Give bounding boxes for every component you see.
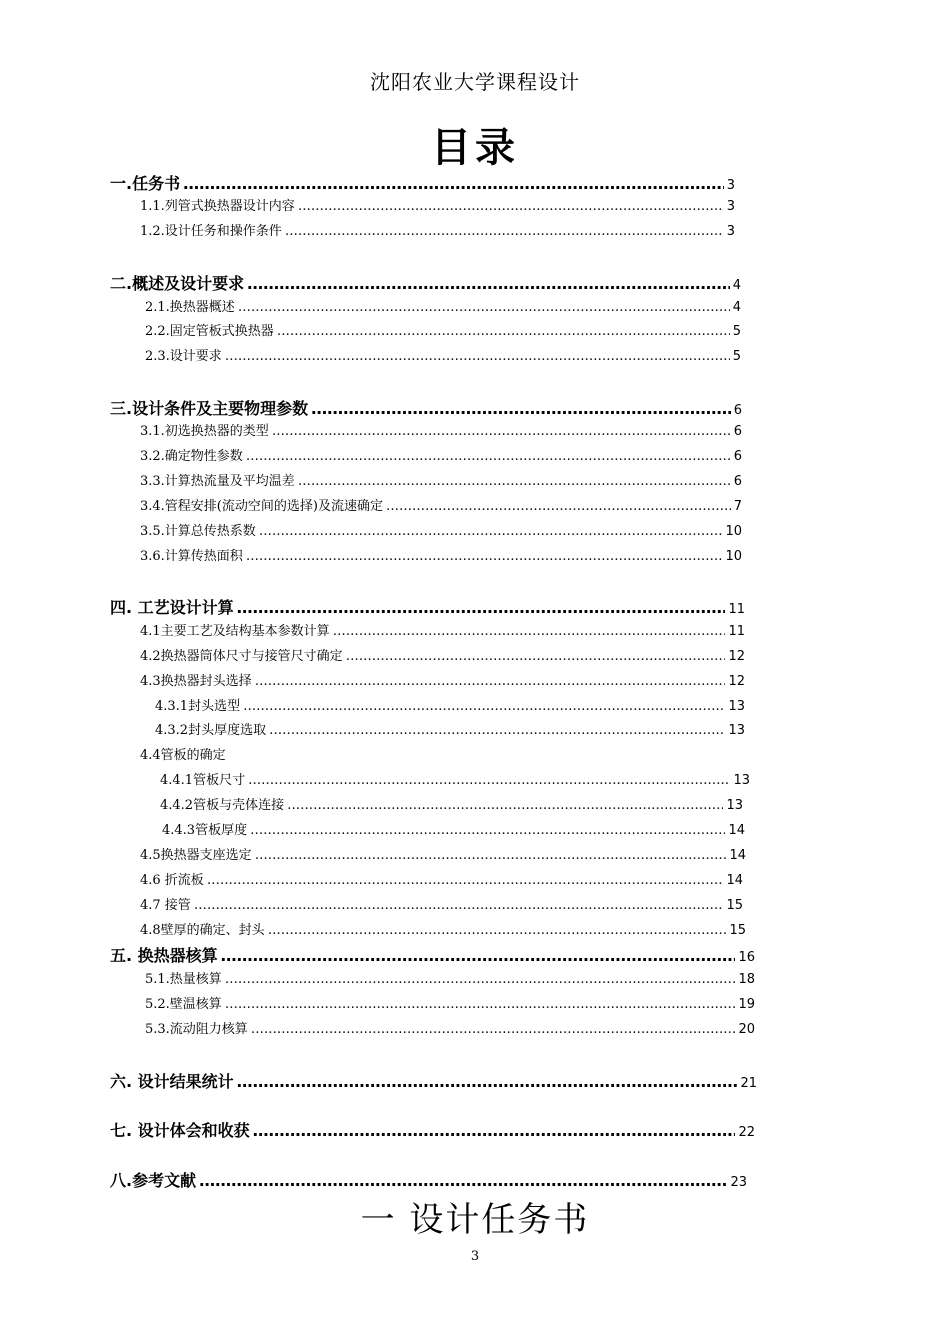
- toc-leader-dots: [237, 598, 726, 617]
- toc-entry-label: 四. 工艺设计计算: [110, 598, 234, 617]
- toc-leader-dots: [269, 723, 725, 738]
- toc-entry-label: 4.4.3管板厚度: [162, 823, 248, 838]
- toc-entry-page: 16: [738, 950, 755, 965]
- toc-entry[interactable]: [140, 445, 742, 464]
- toc-entry[interactable]: [160, 769, 750, 788]
- toc-entry[interactable]: [140, 220, 735, 239]
- toc-entry-label: 1.2.设计任务和操作条件: [140, 224, 282, 239]
- toc-entry[interactable]: [140, 645, 745, 664]
- toc-leader-dots: [246, 449, 731, 464]
- toc-entry[interactable]: [110, 1069, 757, 1092]
- toc-leader-dots: [243, 699, 725, 714]
- toc-entry-label: 二.概述及设计要求: [110, 274, 245, 293]
- toc-entry-page: 13: [728, 699, 745, 714]
- toc-leader-dots: [287, 798, 723, 813]
- toc-entry-page: 6: [733, 424, 742, 439]
- toc-entry-label: 5.1.热量核算: [145, 972, 222, 987]
- toc-entry[interactable]: [155, 719, 745, 738]
- toc-entry-page: 7: [733, 499, 742, 514]
- toc-entry[interactable]: [155, 695, 745, 714]
- toc-entry-label: 八.参考文献: [110, 1171, 197, 1190]
- toc-leader-dots: [285, 224, 724, 239]
- toc-entry-page: 12: [728, 674, 745, 689]
- toc-leader-dots: [311, 399, 731, 418]
- toc-entry-label: 4.4.2管板与壳体连接: [160, 798, 285, 813]
- toc-leader-dots: [250, 823, 725, 838]
- toc-leader-dots: [221, 946, 736, 965]
- toc-entry-page: 13: [733, 773, 750, 788]
- toc-entry[interactable]: [145, 296, 741, 315]
- toc-entry-label: 三.设计条件及主要物理参数: [110, 399, 309, 418]
- toc-leader-dots: [199, 1171, 727, 1190]
- toc-entry-label: 1.1.列管式换热器设计内容: [140, 199, 295, 214]
- toc-leader-dots: [272, 424, 731, 439]
- toc-leader-dots: [255, 674, 726, 689]
- page-header: 沈阳农业大学课程设计: [370, 70, 580, 94]
- toc-entry[interactable]: [140, 844, 746, 863]
- toc-entry[interactable]: [140, 495, 742, 514]
- toc-entry[interactable]: [110, 171, 735, 194]
- toc-entry[interactable]: [160, 794, 743, 813]
- toc-entry[interactable]: [110, 943, 755, 966]
- toc-entry-label: 4.7 接管: [140, 898, 191, 913]
- toc-leader-dots: [248, 773, 730, 788]
- toc-entry-label: 3.5.计算总传热系数: [140, 524, 256, 539]
- toc-entry[interactable]: [145, 993, 755, 1012]
- toc-title: 目录: [431, 124, 519, 171]
- toc-entry-page: 15: [726, 898, 743, 913]
- toc-entry-page: 5: [732, 324, 741, 339]
- toc-entry-label: 4.8壁厚的确定、封头: [140, 923, 265, 938]
- toc-entry-page: 13: [726, 798, 743, 813]
- toc-entry-label: 4.4管板的确定: [140, 748, 226, 763]
- toc-leader-dots: [268, 923, 727, 938]
- toc-entry[interactable]: [110, 595, 745, 618]
- toc-entry-page: 20: [738, 1022, 755, 1037]
- toc-entry[interactable]: [110, 396, 742, 419]
- toc-entry[interactable]: [140, 545, 742, 564]
- toc-leader-dots: [247, 274, 730, 293]
- toc-entry-label: 2.1.换热器概述: [145, 300, 235, 315]
- toc-entry[interactable]: [140, 670, 745, 689]
- toc-entry[interactable]: [145, 1018, 755, 1037]
- toc-leader-dots: [238, 300, 730, 315]
- toc-entry-page: 12: [728, 649, 745, 664]
- toc-entry-page: 19: [738, 997, 755, 1012]
- toc-entry-label: 一.任务书: [110, 174, 181, 193]
- toc-entry[interactable]: [140, 520, 742, 539]
- toc-leader-dots: [251, 1022, 736, 1037]
- toc-entry-page: 13: [728, 723, 745, 738]
- toc-leader-dots: [225, 972, 736, 987]
- toc-entry[interactable]: [140, 894, 743, 913]
- toc-entry[interactable]: [110, 271, 741, 294]
- toc-entry-label: 3.3.计算热流量及平均温差: [140, 474, 295, 489]
- toc-entry-label: 4.1主要工艺及结构基本参数计算: [140, 624, 330, 639]
- toc-entry-label: 五. 换热器核算: [110, 946, 218, 965]
- toc-entry-label: 六. 设计结果统计: [110, 1072, 234, 1091]
- toc-leader-dots: [253, 1121, 736, 1140]
- toc-entry-page: 6: [733, 403, 742, 418]
- toc-entry-page: 6: [733, 474, 742, 489]
- toc-entry-label: 3.2.确定物性参数: [140, 449, 243, 464]
- toc-entry[interactable]: [145, 968, 755, 987]
- toc-entry-page: 5: [732, 349, 741, 364]
- toc-leader-dots: [225, 349, 730, 364]
- toc-entry-page: 14: [729, 848, 746, 863]
- toc-entry[interactable]: [110, 1168, 747, 1191]
- toc-entry-label: 4.3.1封头选型: [155, 699, 241, 714]
- toc-entry[interactable]: [140, 744, 226, 763]
- toc-entry-label: 七. 设计体会和收获: [110, 1121, 250, 1140]
- toc-entry-label: 4.2换热器筒体尺寸与接管尺寸确定: [140, 649, 343, 664]
- toc-entry-page: 3: [726, 224, 735, 239]
- toc-entry-page: 23: [730, 1175, 747, 1190]
- toc-leader-dots: [346, 649, 726, 664]
- toc-entry-page: 3: [726, 178, 735, 193]
- toc-entry-page: 10: [725, 524, 742, 539]
- toc-entry[interactable]: [140, 620, 745, 639]
- toc-entry-label: 2.2.固定管板式换热器: [145, 324, 274, 339]
- toc-leader-dots: [333, 624, 726, 639]
- toc-entry-label: 4.3.2封头厚度选取: [155, 723, 267, 738]
- toc-entry-page: 14: [726, 873, 743, 888]
- toc-entry-page: 4: [732, 278, 741, 293]
- toc-entry-page: 4: [732, 300, 741, 315]
- section-heading: 一 设计任务书: [360, 1200, 590, 1240]
- page-number: 3: [470, 1249, 480, 1264]
- toc-entry-page: 14: [728, 823, 745, 838]
- toc-entry[interactable]: [110, 1118, 755, 1141]
- toc-leader-dots: [237, 1072, 738, 1091]
- toc-leader-dots: [298, 199, 724, 214]
- toc-entry-label: 2.3.设计要求: [145, 349, 222, 364]
- toc-leader-dots: [246, 549, 723, 564]
- toc-leader-dots: [225, 997, 736, 1012]
- toc-entry-page: 22: [738, 1125, 755, 1140]
- toc-leader-dots: [183, 174, 724, 193]
- toc-leader-dots: [277, 324, 730, 339]
- toc-entry[interactable]: [162, 819, 745, 838]
- toc-leader-dots: [386, 499, 731, 514]
- toc-entry-label: 3.4.管程安排(流动空间的选择)及流速确定: [140, 499, 383, 514]
- toc-entry-label: 5.3.流动阻力核算: [145, 1022, 248, 1037]
- toc-entry-label: 5.2.壁温核算: [145, 997, 222, 1012]
- toc-entry-page: 10: [725, 549, 742, 564]
- toc-leader-dots: [194, 898, 724, 913]
- toc-entry[interactable]: [140, 919, 746, 938]
- toc-entry-page: 15: [729, 923, 746, 938]
- toc-entry-page: 3: [726, 199, 735, 214]
- toc-entry[interactable]: [140, 470, 742, 489]
- toc-entry-page: 21: [740, 1076, 757, 1091]
- toc-entry-page: 6: [733, 449, 742, 464]
- toc-entry[interactable]: [145, 320, 741, 339]
- toc-entry-label: 4.5换热器支座选定: [140, 848, 252, 863]
- toc-entry-label: 4.6 折流板: [140, 873, 204, 888]
- toc-entry[interactable]: [140, 195, 735, 214]
- toc-entry-page: 11: [728, 602, 745, 617]
- toc-entry-label: 4.3换热器封头选择: [140, 674, 252, 689]
- toc-entry[interactable]: [145, 345, 741, 364]
- toc-leader-dots: [298, 474, 731, 489]
- toc-entry-page: 18: [738, 972, 755, 987]
- toc-entry-page: 11: [728, 624, 745, 639]
- toc-leader-dots: [207, 873, 724, 888]
- toc-entry[interactable]: [140, 420, 742, 439]
- toc-entry-label: 4.4.1管板尺寸: [160, 773, 246, 788]
- toc-leader-dots: [259, 524, 723, 539]
- toc-leader-dots: [255, 848, 727, 863]
- toc-entry-label: 3.1.初选换热器的类型: [140, 424, 269, 439]
- toc-entry-label: 3.6.计算传热面积: [140, 549, 243, 564]
- toc-entry[interactable]: [140, 869, 743, 888]
